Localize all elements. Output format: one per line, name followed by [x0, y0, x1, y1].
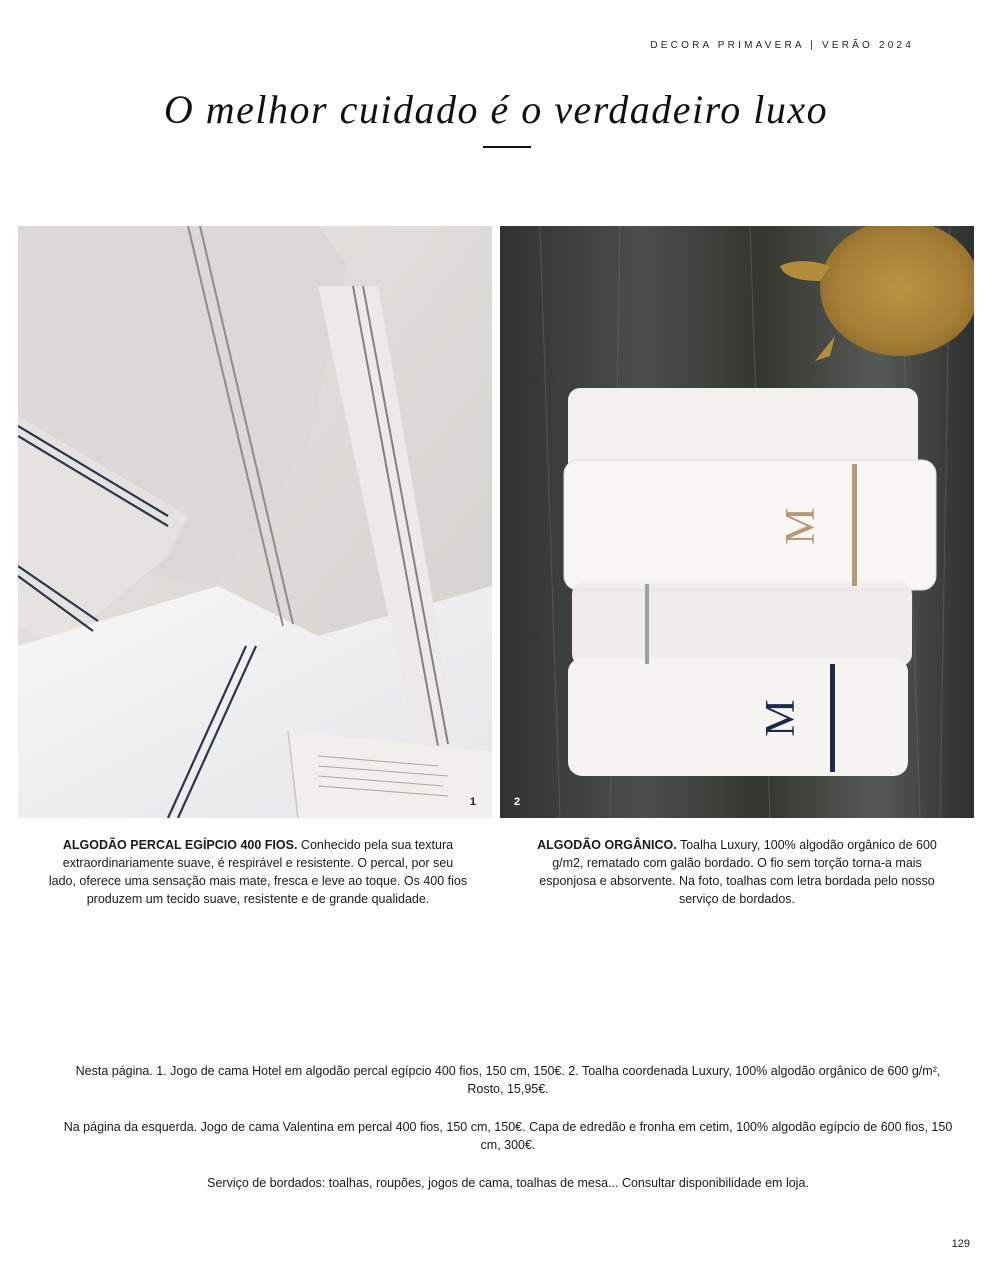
bed-linen-illustration	[18, 226, 492, 818]
running-head: DECORA PRIMAVERA | VERÃO 2024	[650, 40, 914, 51]
photo-towels	[500, 226, 974, 818]
caption-text: Toalha Luxury, 100% algodão orgânico de 600 g/m2, rematado com galão bordado. O fio sem torção torna-a mais esponjosa e absorvente. Na foto, toalhas com letra bordada pelo nosso serviço de bordados.	[539, 838, 937, 906]
photo-number: 1	[469, 796, 476, 808]
caption-lead: ALGODÃO ORGÂNICO.	[537, 838, 677, 852]
page-number: 129	[951, 1238, 970, 1250]
note-this-page: Nesta página. 1. Jogo de cama Hotel em algodão percal egípcio 400 fios, 150 cm, 150€. 2. Toalha coordenada Luxury, 100% algodão orgânico de 600 g/m², Rosto, 15,95€.	[75, 1064, 941, 1096]
title-divider	[483, 146, 531, 148]
note-left-page: Na página da esquerda. Jogo de cama Valentina em percal 400 fios, 150 cm, 150€. Capa de edredão e fronha em cetim, 100% algodão egípcio de 600 fios, 150 cm, 300€.	[63, 1120, 953, 1152]
monogram-navy-icon: M	[758, 699, 804, 737]
photo-bed-linen	[18, 226, 492, 818]
product-notes	[60, 1062, 956, 1212]
towels-illustration	[500, 226, 974, 818]
caption-bed-linen	[48, 836, 468, 908]
monogram-beige-icon: M	[778, 507, 824, 545]
photo-number: 2	[514, 796, 521, 808]
page-title: O melhor cuidado é o verdadeiro luxo	[163, 87, 829, 132]
caption-towels	[522, 836, 952, 908]
caption-lead: ALGODÃO PERCAL EGÍPCIO 400 FIOS.	[62, 838, 298, 852]
note-embroidery-service: Serviço de bordados: toalhas, roupões, jogos de cama, toalhas de mesa... Consultar disponibilidade em loja.	[207, 1176, 809, 1190]
caption-text: Conhecido pela sua textura extraordinariamente suave, é respirável e resistente. O percal, por seu lado, oferece uma sensação mais mate, fresca e leve ao toque. Os 400 fios produzem um tecido suave, resistente e de grande qualidade.	[48, 838, 468, 906]
